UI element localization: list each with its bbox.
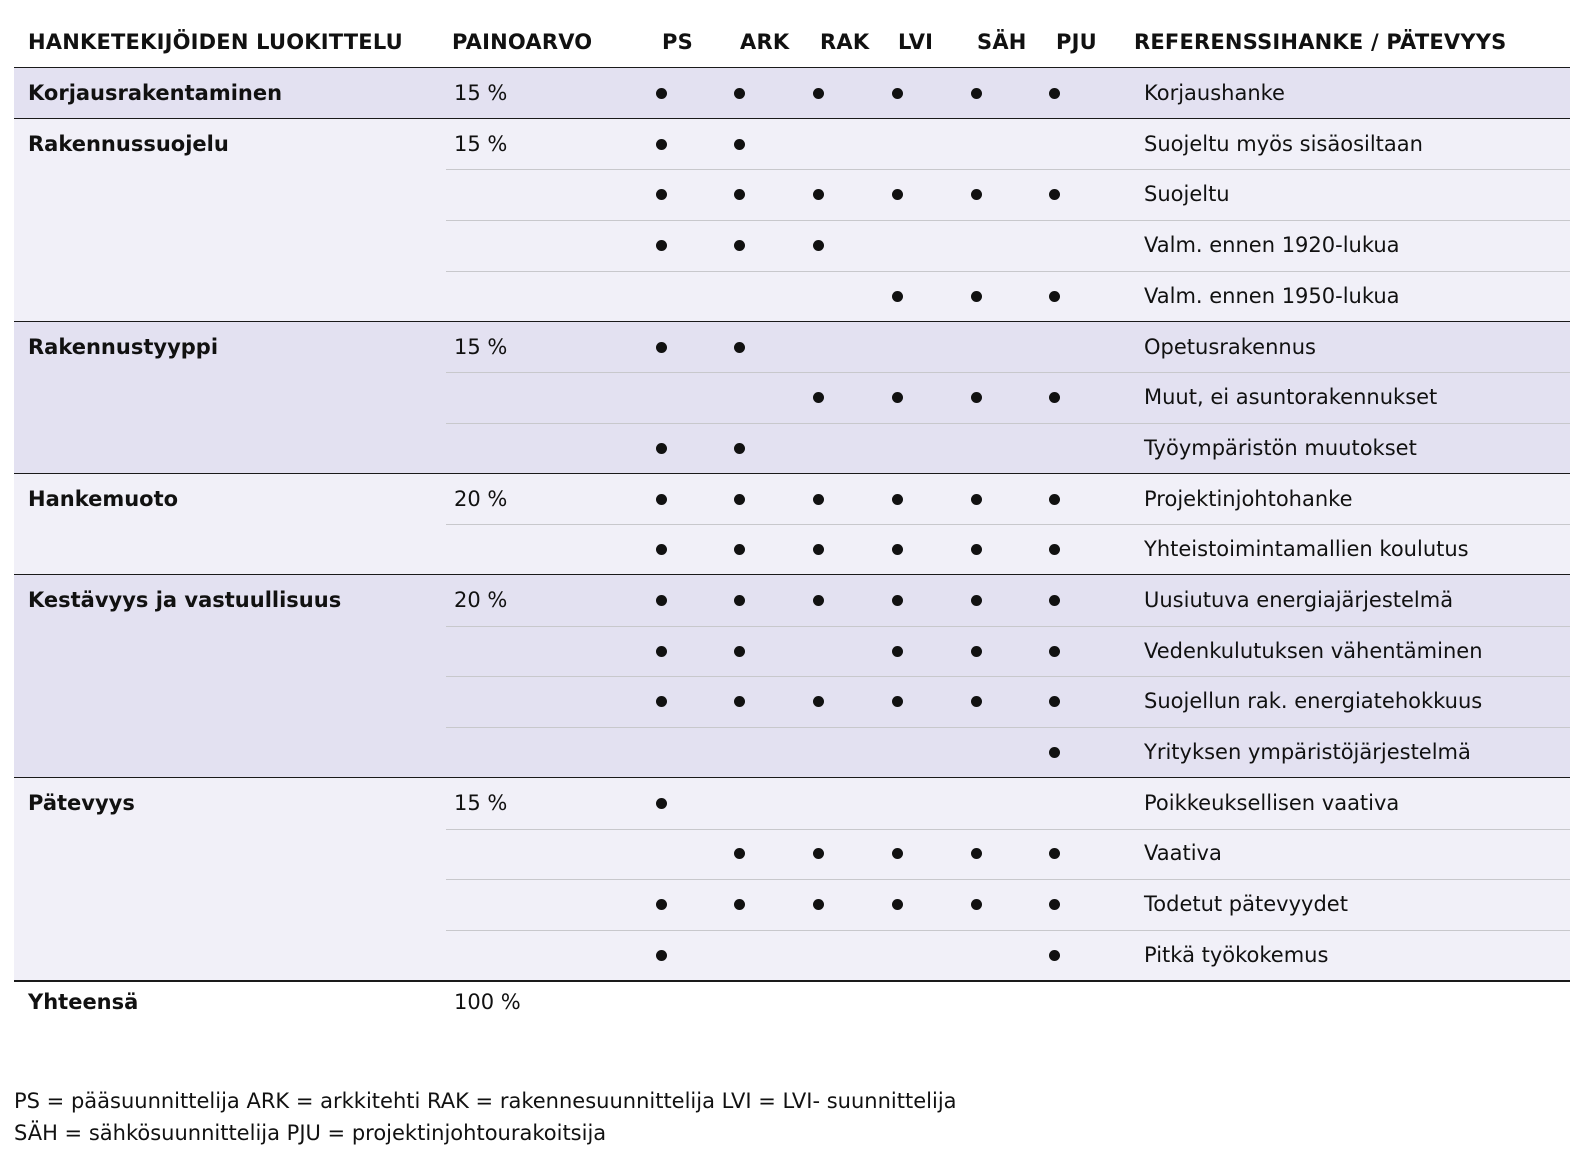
header-role-ps: PS — [662, 30, 693, 54]
table-row — [14, 423, 1570, 474]
group-weight: 20 % — [454, 486, 508, 511]
dot-lvi — [892, 696, 903, 707]
row-divider — [446, 879, 1570, 880]
group-weight: 15 % — [454, 790, 508, 815]
dot-ark — [734, 696, 745, 707]
header-weight: PAINOARVO — [452, 30, 593, 54]
dot-sah — [971, 696, 982, 707]
row-divider — [446, 676, 1570, 677]
row-divider — [446, 220, 1570, 221]
dot-ark — [734, 848, 745, 859]
dot-pju — [1049, 494, 1060, 505]
dot-lvi — [892, 291, 903, 302]
dot-sah — [971, 848, 982, 859]
dot-ark — [734, 139, 745, 150]
table-row — [14, 372, 1570, 423]
dot-ps — [656, 798, 667, 809]
dot-pju — [1049, 88, 1060, 99]
dot-rak — [813, 494, 824, 505]
reference-label: Todetut pätevyydet — [1144, 892, 1348, 917]
reference-label: Valm. ennen 1920-lukua — [1144, 233, 1400, 258]
row-divider — [446, 829, 1570, 830]
dot-ark — [734, 544, 745, 555]
reference-label: Yhteistoimintamallien koulutus — [1144, 537, 1469, 562]
table-group — [14, 68, 1570, 119]
table-row — [14, 676, 1570, 727]
table-row — [14, 626, 1570, 677]
table-row — [14, 828, 1570, 879]
table-row — [14, 879, 1570, 930]
header-reference: REFERENSSIHANKE / PÄTEVYYS — [1134, 30, 1507, 54]
row-divider — [446, 423, 1570, 424]
dot-ps — [656, 899, 667, 910]
dot-sah — [971, 189, 982, 200]
dot-pju — [1049, 747, 1060, 758]
dot-sah — [971, 494, 982, 505]
dot-lvi — [892, 189, 903, 200]
table-row — [14, 322, 1570, 373]
table-row — [14, 575, 1570, 626]
reference-label: Suojeltu — [1144, 182, 1230, 207]
reference-label: Uusiutuva energiajärjestelmä — [1144, 588, 1454, 612]
dot-ps — [656, 595, 667, 606]
dot-rak — [813, 392, 824, 403]
dot-lvi — [892, 494, 903, 505]
dot-lvi — [892, 899, 903, 910]
dot-lvi — [892, 646, 903, 657]
reference-label: Suojellun rak. energiatehokkuus — [1144, 689, 1483, 714]
group-category: Korjausrakentaminen — [28, 81, 283, 105]
header-role-pju: PJU — [1056, 30, 1097, 54]
dot-pju — [1049, 646, 1060, 657]
group-weight: 15 % — [454, 334, 508, 359]
table-row — [14, 68, 1570, 119]
dot-ark — [734, 899, 745, 910]
group-category: Kestävyys ja vastuullisuus — [28, 588, 342, 612]
dot-rak — [813, 848, 824, 859]
dot-pju — [1049, 189, 1060, 200]
header-role-rak: RAK — [820, 30, 870, 54]
dot-sah — [971, 899, 982, 910]
legend-line-2: SÄH = sähkösuunnittelija PJU = projektinjohtourakoitsija — [14, 1121, 607, 1145]
reference-label: Työympäristön muutokset — [1144, 435, 1417, 460]
dot-lvi — [892, 88, 903, 99]
header-role-ark: ARK — [740, 30, 790, 54]
header-role-lvi: LVI — [898, 30, 934, 54]
reference-label: Korjaushanke — [1144, 81, 1285, 105]
group-weight: 15 % — [454, 81, 508, 105]
reference-label: Projektinjohtohanke — [1144, 486, 1353, 511]
row-divider — [446, 169, 1570, 170]
dot-ark — [734, 240, 745, 251]
total-row — [14, 979, 1570, 1029]
row-divider — [446, 372, 1570, 373]
table-row — [14, 271, 1570, 322]
reference-label: Vedenkulutuksen vähentäminen — [1144, 638, 1483, 663]
dot-rak — [813, 189, 824, 200]
table-row — [14, 169, 1570, 220]
dot-ark — [734, 646, 745, 657]
reference-label: Pitkä työkokemus — [1144, 942, 1329, 967]
dot-sah — [971, 544, 982, 555]
dot-ps — [656, 443, 667, 454]
reference-label: Opetusrakennus — [1144, 334, 1316, 359]
dot-lvi — [892, 544, 903, 555]
header-role-sah: SÄH — [977, 30, 1027, 54]
dot-ps — [656, 544, 667, 555]
table-row — [14, 778, 1570, 829]
row-divider — [446, 626, 1570, 627]
dot-rak — [813, 240, 824, 251]
dot-pju — [1049, 950, 1060, 961]
dot-rak — [813, 544, 824, 555]
dot-pju — [1049, 392, 1060, 403]
dot-lvi — [892, 848, 903, 859]
dot-ark — [734, 494, 745, 505]
reference-label: Vaativa — [1144, 841, 1222, 866]
group-category: Hankemuoto — [28, 486, 179, 511]
dot-ps — [656, 950, 667, 961]
table-row — [14, 727, 1570, 778]
row-divider — [446, 271, 1570, 272]
table-row — [14, 524, 1570, 575]
group-category: Rakennussuojelu — [28, 131, 229, 156]
dot-ps — [656, 240, 667, 251]
table-header — [0, 22, 1582, 62]
reference-label: Muut, ei asuntorakennukset — [1144, 385, 1438, 410]
dot-ps — [656, 88, 667, 99]
dot-ps — [656, 646, 667, 657]
dot-rak — [813, 88, 824, 99]
dot-lvi — [892, 392, 903, 403]
row-divider — [446, 930, 1570, 931]
dot-rak — [813, 899, 824, 910]
row-divider — [446, 727, 1570, 728]
group-weight: 15 % — [454, 131, 508, 156]
dot-sah — [971, 595, 982, 606]
group-weight: 20 % — [454, 588, 508, 612]
dot-pju — [1049, 848, 1060, 859]
dot-sah — [971, 646, 982, 657]
dot-lvi — [892, 595, 903, 606]
dot-ark — [734, 443, 745, 454]
table-row — [14, 220, 1570, 271]
legend-line-1: PS = pääsuunnittelija ARK = arkkitehti RAK = rakennesuunnittelija LVI = LVI- suunnittelija — [14, 1089, 957, 1113]
row-divider — [446, 524, 1570, 525]
table-group — [14, 322, 1570, 474]
group-category: Rakennustyyppi — [28, 334, 219, 359]
dot-rak — [813, 696, 824, 707]
dot-pju — [1049, 899, 1060, 910]
reference-label: Poikkeuksellisen vaativa — [1144, 790, 1400, 815]
table-row — [14, 930, 1570, 981]
dot-sah — [971, 291, 982, 302]
dot-pju — [1049, 544, 1060, 555]
dot-pju — [1049, 696, 1060, 707]
header-category: HANKETEKIJÖIDEN LUOKITTELU — [28, 30, 403, 54]
table-row — [14, 474, 1570, 525]
dot-ps — [656, 342, 667, 353]
dot-ps — [656, 494, 667, 505]
dot-ark — [734, 342, 745, 353]
dot-ps — [656, 696, 667, 707]
total-weight: 100 % — [454, 990, 521, 1014]
dot-sah — [971, 88, 982, 99]
total-label: Yhteensä — [28, 990, 139, 1014]
dot-ps — [656, 189, 667, 200]
reference-label: Suojeltu myös sisäosiltaan — [1144, 131, 1423, 156]
dot-ps — [656, 139, 667, 150]
dot-rak — [813, 595, 824, 606]
dot-ark — [734, 88, 745, 99]
group-category: Pätevyys — [28, 790, 135, 815]
table-row — [14, 119, 1570, 170]
reference-label: Valm. ennen 1950-lukua — [1144, 283, 1400, 308]
dot-pju — [1049, 595, 1060, 606]
dot-pju — [1049, 291, 1060, 302]
dot-ark — [734, 189, 745, 200]
dot-ark — [734, 595, 745, 606]
reference-label: Yrityksen ympäristöjärjestelmä — [1144, 740, 1471, 765]
dot-sah — [971, 392, 982, 403]
